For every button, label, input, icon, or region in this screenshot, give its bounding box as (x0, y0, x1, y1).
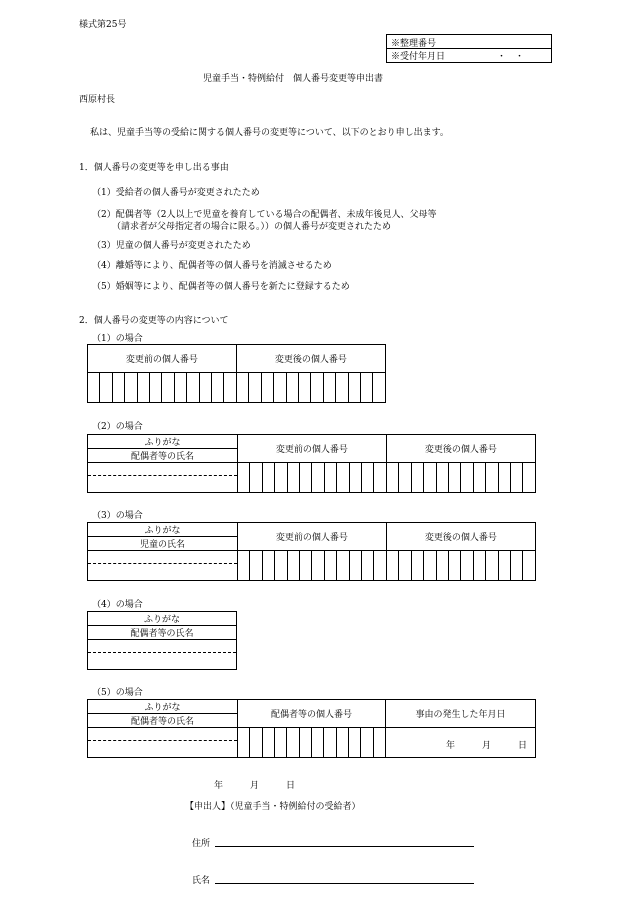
col-after-header: 変更後の個人番号 (386, 435, 535, 463)
digit-cell[interactable] (374, 463, 386, 493)
digit-cell[interactable] (286, 373, 298, 403)
intro-text: 私は、児童手当等の受給に関する個人番号の変更等について、以下のとおり申し出ます。 (90, 128, 449, 138)
case2-label: （2）の場合 (92, 422, 143, 432)
digit-cell[interactable] (362, 551, 374, 581)
office-use-box (386, 34, 552, 63)
address-label: 住所 (192, 839, 211, 849)
name-input-cell[interactable] (88, 640, 237, 670)
digit-cell[interactable] (523, 551, 536, 581)
digit-cell[interactable] (336, 373, 348, 403)
digit-cell[interactable] (411, 463, 423, 493)
digit-cell[interactable] (337, 463, 349, 493)
digit-cell[interactable] (348, 728, 360, 758)
digit-cell[interactable] (411, 551, 423, 581)
digit-cell[interactable] (374, 551, 386, 581)
name-header: 配偶者等の氏名 (88, 449, 238, 463)
receipt-date-label: ※受付年月日 (391, 52, 446, 62)
reason-5: （5）婚姻等により、配偶者等の個人番号を新たに登録するため (92, 282, 350, 292)
digit-cell[interactable] (486, 551, 498, 581)
case2-table (87, 434, 536, 493)
digit-cell[interactable] (498, 463, 510, 493)
digit-cell[interactable] (510, 551, 522, 581)
digit-cell[interactable] (399, 551, 411, 581)
name-header: 配偶者等の氏名 (88, 626, 237, 640)
digit-cell[interactable] (275, 551, 287, 581)
date-input-cell[interactable] (386, 728, 536, 758)
name-line[interactable] (215, 883, 474, 884)
furigana-header: ふりがな (88, 700, 238, 714)
digit-cell[interactable] (250, 728, 262, 758)
digit-cell[interactable] (324, 728, 336, 758)
col-before-header: 変更前の個人番号 (88, 345, 237, 373)
digit-cell[interactable] (324, 551, 336, 581)
receipt-date-dots: ・ ・ (497, 52, 525, 62)
digit-cell[interactable] (436, 463, 448, 493)
submission-date: 年 月 日 (214, 781, 296, 791)
digit-cell[interactable] (399, 463, 411, 493)
reason-2: （2）配偶者等（2人以上で児童を養育している場合の配偶者、未成年後見人、父母等 (92, 210, 437, 220)
case1-label: （1）の場合 (92, 334, 143, 344)
digit-cell[interactable] (250, 551, 262, 581)
digit-cell[interactable] (262, 728, 274, 758)
reason-1: （1）受給者の個人番号が変更されたため (92, 188, 260, 198)
digit-cell[interactable] (287, 463, 299, 493)
furigana-header: ふりがな (88, 523, 238, 537)
case4-table (87, 611, 237, 670)
name-input-cell[interactable] (88, 463, 238, 493)
digit-cell[interactable] (349, 463, 361, 493)
digit-cell[interactable] (238, 551, 250, 581)
digit-cell[interactable] (386, 463, 398, 493)
digit-cell[interactable] (300, 463, 312, 493)
digit-cell[interactable] (486, 463, 498, 493)
name-label: 氏名 (192, 876, 211, 886)
digit-cell[interactable] (125, 373, 137, 403)
digit-cell[interactable] (287, 728, 299, 758)
col-date-header: 事由の発生した年月日 (386, 700, 536, 728)
digit-cell[interactable] (361, 728, 373, 758)
digit-cell[interactable] (373, 373, 386, 403)
date-fields: 年 月 日 (445, 741, 527, 751)
digit-cell[interactable] (311, 728, 323, 758)
digit-cell[interactable] (312, 463, 324, 493)
address-line[interactable] (215, 846, 474, 847)
col-after-header: 変更後の個人番号 (236, 345, 385, 373)
digit-cell[interactable] (424, 551, 436, 581)
digit-cell[interactable] (298, 373, 310, 403)
name-header: 配偶者等の氏名 (88, 714, 238, 728)
digit-cell[interactable] (473, 551, 485, 581)
digit-cell[interactable] (510, 463, 522, 493)
case4-label: （4）の場合 (92, 600, 143, 610)
furigana-header: ふりがな (88, 435, 238, 449)
digit-cell[interactable] (498, 551, 510, 581)
case5-table (87, 699, 536, 758)
digit-cell[interactable] (261, 373, 273, 403)
furigana-header: ふりがな (88, 612, 237, 626)
col-after-header: 変更後の個人番号 (386, 523, 535, 551)
reason-3: （3）児童の個人番号が変更されたため (92, 241, 251, 251)
applicant-heading: 【申出人】（児童手当・特例給付の受給者） (185, 802, 361, 812)
name-input-cell[interactable] (88, 551, 238, 581)
digit-cell[interactable] (323, 373, 335, 403)
digit-cell[interactable] (448, 463, 460, 493)
digit-cell[interactable] (275, 463, 287, 493)
digit-cell[interactable] (362, 463, 374, 493)
digit-cell[interactable] (262, 551, 274, 581)
digit-cell[interactable] (461, 463, 473, 493)
digit-cell[interactable] (523, 463, 536, 493)
digit-cell[interactable] (349, 551, 361, 581)
digit-cell[interactable] (461, 551, 473, 581)
case3-label: （3）の場合 (92, 511, 143, 521)
digit-cell[interactable] (436, 551, 448, 581)
digit-cell[interactable] (262, 463, 274, 493)
digit-cell[interactable] (174, 373, 186, 403)
digit-cell[interactable] (238, 463, 250, 493)
reason-2-cont: （請求者が父母指定者の場合に限る。））の個人番号が変更されたため (112, 222, 392, 232)
col-before-header: 変更前の個人番号 (238, 435, 387, 463)
form-number: 様式第25号 (79, 20, 127, 30)
digit-cell[interactable] (274, 373, 286, 403)
digit-cell[interactable] (100, 373, 112, 403)
addressee: 西原村長 (79, 95, 116, 105)
digit-cell[interactable] (324, 463, 336, 493)
digit-cell[interactable] (199, 373, 211, 403)
digit-cell[interactable] (212, 373, 224, 403)
digit-cell[interactable] (448, 551, 460, 581)
digit-cell[interactable] (373, 728, 385, 758)
case1-table (87, 344, 386, 403)
digit-cell[interactable] (162, 373, 174, 403)
section2-heading: 2．個人番号の変更等の内容について (79, 316, 229, 326)
digit-cell[interactable] (386, 551, 398, 581)
digit-cell[interactable] (187, 373, 199, 403)
digit-cell[interactable] (112, 373, 124, 403)
digit-cell[interactable] (238, 728, 250, 758)
digit-cell[interactable] (360, 373, 372, 403)
digit-cell[interactable] (88, 373, 100, 403)
name-input-cell[interactable] (88, 728, 238, 758)
digit-cell[interactable] (473, 463, 485, 493)
digit-cell[interactable] (348, 373, 360, 403)
col-number-header: 配偶者等の個人番号 (238, 700, 386, 728)
section1-heading: 1．個人番号の変更等を申し出る事由 (79, 163, 229, 173)
digit-cell[interactable] (336, 728, 348, 758)
digit-cell[interactable] (300, 551, 312, 581)
case5-label: （5）の場合 (92, 688, 143, 698)
digit-cell[interactable] (224, 373, 236, 403)
col-before-header: 変更前の個人番号 (238, 523, 387, 551)
reason-4: （4）離婚等により、配偶者等の個人番号を消滅させるため (92, 261, 332, 271)
name-header: 児童の氏名 (88, 537, 238, 551)
digit-cell[interactable] (337, 551, 349, 581)
digit-cell[interactable] (137, 373, 149, 403)
digit-cell[interactable] (311, 373, 323, 403)
digit-cell[interactable] (287, 551, 299, 581)
digit-cell[interactable] (274, 728, 286, 758)
digit-cell[interactable] (299, 728, 311, 758)
digit-cell[interactable] (424, 463, 436, 493)
digit-cell[interactable] (150, 373, 162, 403)
digit-cell[interactable] (236, 373, 248, 403)
digit-cell[interactable] (249, 373, 261, 403)
case3-table (87, 522, 536, 581)
page-title: 児童手当・特例給付 個人番号変更等申出書 (203, 74, 384, 84)
digit-cell[interactable] (250, 463, 262, 493)
digit-cell[interactable] (312, 551, 324, 581)
office-number-label: ※整理番号 (391, 39, 437, 49)
